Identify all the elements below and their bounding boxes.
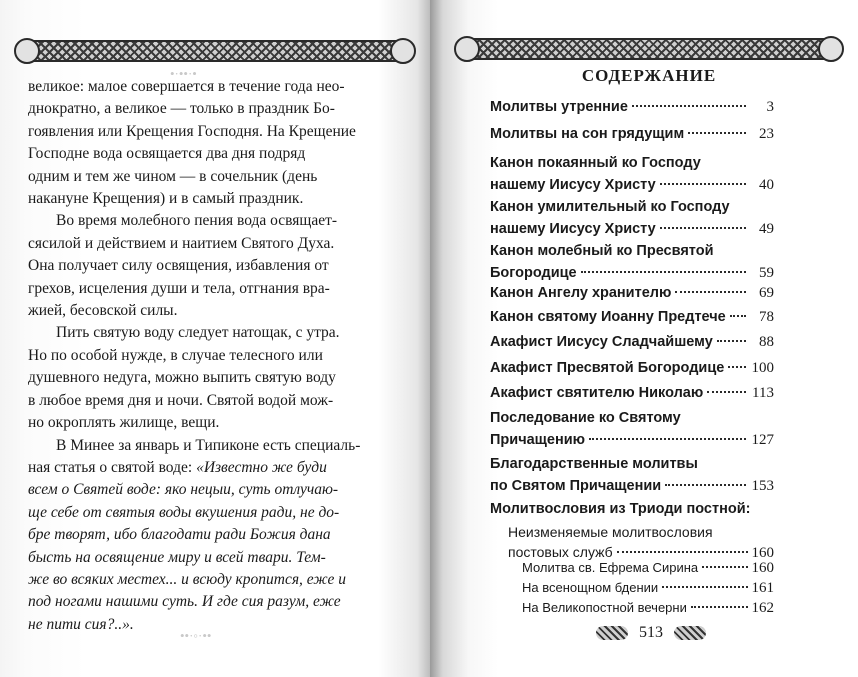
- toc-entry[interactable]: Канон умилительный ко Господу нашему Иисусу Христу 49: [490, 199, 774, 237]
- toc-entry[interactable]: Последование ко Святому Причащению 127: [490, 410, 774, 448]
- ornament-icon: [596, 626, 628, 640]
- bleed-through-text: •·••·•: [170, 66, 197, 81]
- toc-entry[interactable]: Благодарственные молитвы по Святом Причащении 153: [490, 456, 774, 494]
- leader-dots: [728, 366, 746, 368]
- bleed-through-page-ornament: ••·◦·••: [180, 628, 212, 643]
- toc-entry[interactable]: Канон покаянный ко Господу нашему Иисусу Христу 40: [490, 155, 774, 193]
- leader-dots: [632, 105, 746, 107]
- toc-entry[interactable]: Канон святому Иоанну Предтече 78: [490, 309, 774, 325]
- leader-dots: [675, 291, 746, 293]
- toc-subentry[interactable]: На Великопостной вечерни 162: [522, 600, 774, 616]
- ornament-icon: [674, 626, 706, 640]
- toc-entry[interactable]: Акафист Иисусу Сладчайшему 88: [490, 334, 774, 350]
- leader-dots: [589, 438, 746, 440]
- toc-entry[interactable]: Молитвы утренние 3: [490, 99, 774, 115]
- leader-dots: [730, 315, 746, 317]
- toc-entry[interactable]: Канон Ангелу хранителю 69: [490, 285, 774, 301]
- ornament-band-right: [462, 38, 836, 60]
- leader-dots: [581, 271, 746, 273]
- paragraph-4: В Минее за январь и Типиконе есть специаль- ная статья о святой воде: «Известно же буди всем о Святей воде: яко нецыи, суть отлучаю- ще себе от святыя воды вкушения ради, не до- бре творят, ибо благодати ради Божия дана бысть на освящение миру и всей твари. Тем- же во всяких местех... и всюду кропится, еже и под ногами нашими суть. И где сия разум, еже не пити сия?..».: [28, 436, 361, 633]
- paragraph-1: великое: малое совершается в течение года нео- днократно, а великое — только в праздник Бо- гоявления или Крещения Господня. На Крещение Господне вода освящается два дня подряд одним и тем же чином — в сочельник (день накануне Крещения) и в самый праздник.: [28, 78, 356, 208]
- leader-dots: [691, 606, 748, 608]
- paragraph-3: Пить святую воду следует натощак, с утра. Но по особой нужде, в случае телесного или душевного недуга, можно выпить святую воду в любое время дня и ночи. Святой водой мож- но окроплять жилище, вещи.: [28, 324, 340, 432]
- toc-subentry[interactable]: На всенощном бдении 161: [522, 580, 774, 596]
- toc-title: СОДЕРЖАНИЕ: [581, 66, 717, 85]
- leader-dots: [707, 391, 746, 393]
- leader-dots: [662, 586, 747, 588]
- leader-dots: [660, 183, 746, 185]
- leader-dots: [717, 340, 746, 342]
- leader-dots: [660, 227, 746, 229]
- toc-subentry[interactable]: Неизменяемые молитвословия постовых служб 160: [508, 524, 774, 561]
- leader-dots: [665, 484, 746, 486]
- body-text: [28, 76, 398, 636]
- toc-entry[interactable]: Молитвы на сон грядущим 23: [490, 126, 774, 142]
- toc-entry[interactable]: Акафист святителю Николаю 113: [490, 385, 774, 401]
- leader-dots: [617, 551, 748, 553]
- paragraph-2: Во время молебного пения вода освящает- сясилой и действием и наитием Святого Духа. Она получает силу освящения, избавления от грехов, исцеления души и тела, отгнания вра- жией, бесовской силы.: [28, 212, 338, 320]
- toc-entry[interactable]: Акафист Пресвятой Богородице 100: [490, 360, 774, 376]
- page-number: 513: [596, 624, 706, 644]
- toc-subentry[interactable]: Молитва св. Ефрема Сирина 160: [522, 560, 774, 576]
- ornament-band-left: [22, 40, 408, 62]
- toc-section-heading[interactable]: Молитвословия из Триоди постной:: [490, 501, 751, 517]
- toc-entry[interactable]: Канон молебный ко Пресвятой Богородице 59: [490, 243, 774, 281]
- leader-dots: [688, 132, 746, 134]
- leader-dots: [702, 566, 747, 568]
